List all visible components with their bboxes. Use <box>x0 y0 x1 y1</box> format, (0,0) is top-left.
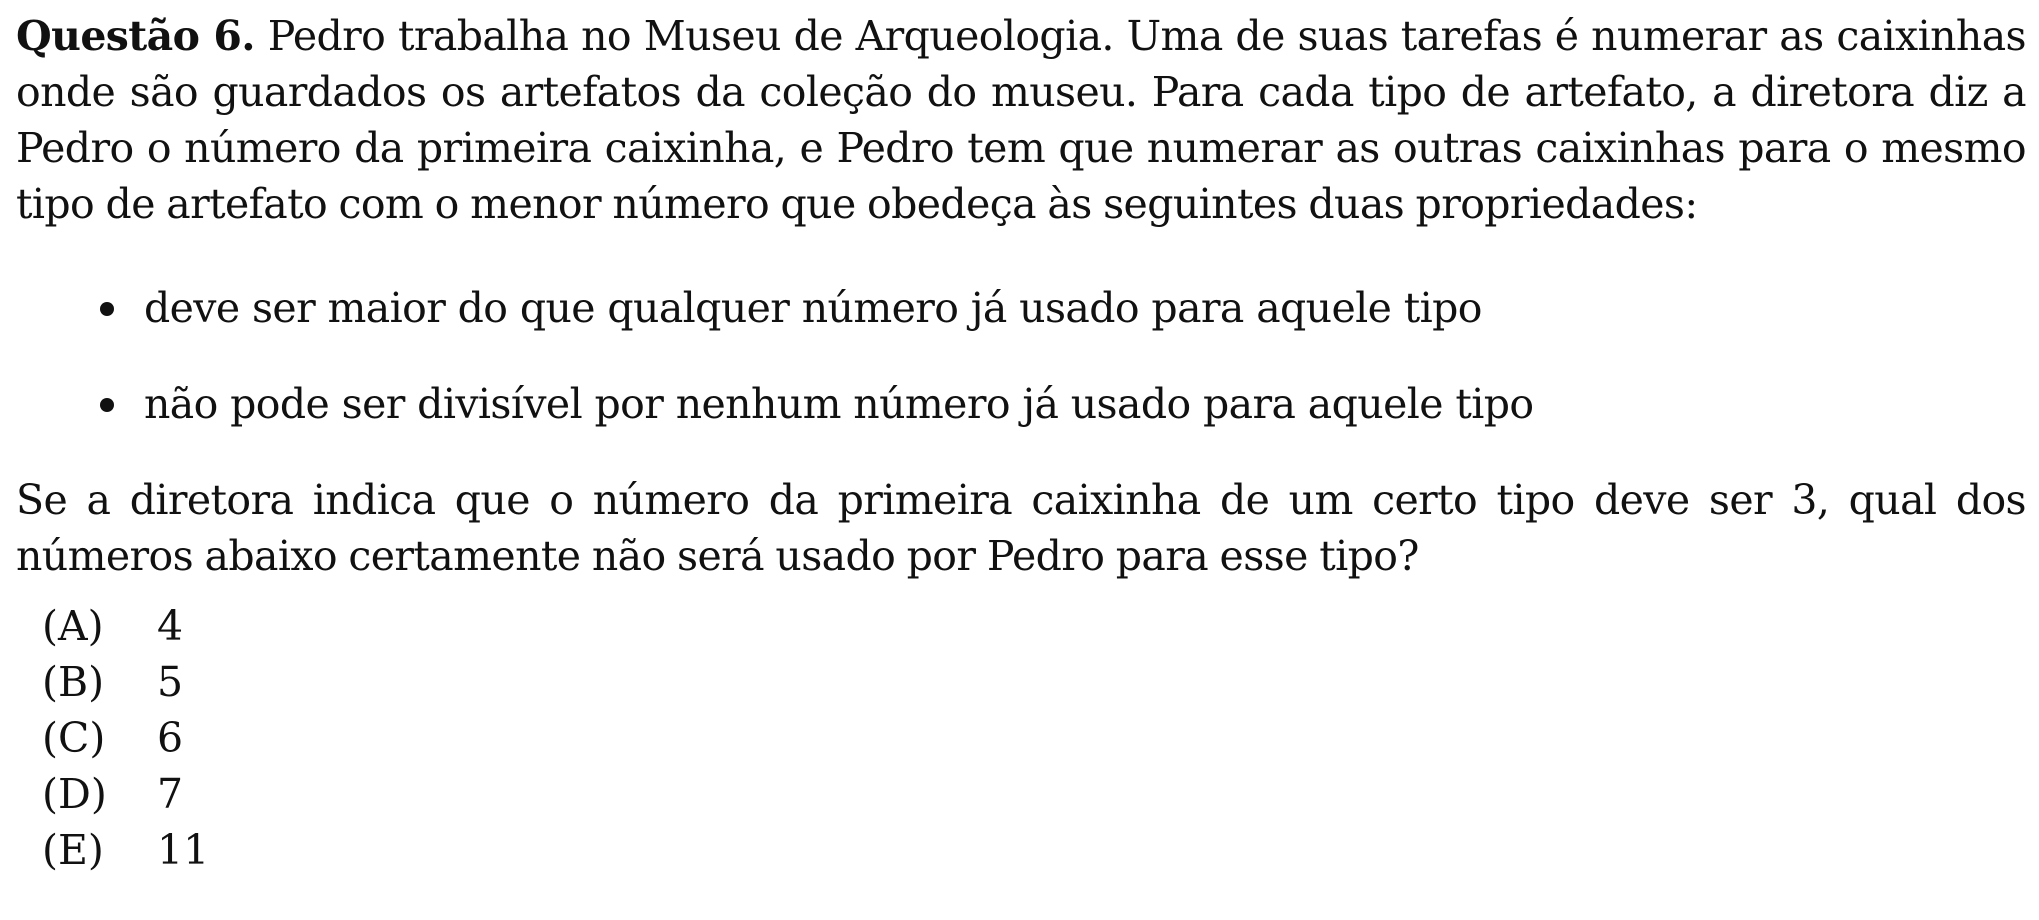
option-value: 4 <box>157 602 184 650</box>
option-letter: (A) <box>42 602 104 650</box>
option-letter: (E) <box>42 826 104 874</box>
question-prompt: Se a diretora indica que o número da primeira caixinha de um certo tipo deve ser 3, qual dos números abaixo certamente não será usado por Pedro para esse tipo? <box>16 476 2026 580</box>
answer-options <box>42 598 2026 878</box>
option-a <box>42 598 2026 654</box>
option-letter: (D) <box>42 770 107 818</box>
option-e <box>42 822 2026 878</box>
property-text: deve ser maior do que qualquer número já usado para aquele tipo <box>144 284 1482 332</box>
bullet-icon <box>100 398 114 412</box>
option-value: 5 <box>157 658 184 706</box>
question-intro-paragraph <box>16 8 2026 232</box>
property-text: não pode ser divisível por nenhum número já usado para aquele tipo <box>144 380 1534 428</box>
question-label: Questão 6. <box>16 12 255 60</box>
properties-list <box>16 280 2026 432</box>
question-block <box>16 8 2026 878</box>
option-value: 7 <box>157 770 184 818</box>
bullet-icon <box>100 302 114 316</box>
option-b <box>42 654 2026 710</box>
option-value: 11 <box>157 826 210 874</box>
property-item <box>84 280 2026 336</box>
option-c <box>42 710 2026 766</box>
question-intro-text: Pedro trabalha no Museu de Arqueologia. Uma de suas tarefas é numerar as caixinhas onde são guardados os artefatos da coleção do museu. Para cada tipo de artefato, a diretora diz a Pedro o número da primeira caixinha, e Pedro tem que numerar as outras caixinhas para o mesmo tipo de artefato com o menor número que obedeça às seguintes duas propriedades: <box>16 12 2026 228</box>
option-letter: (B) <box>42 658 105 706</box>
property-item <box>84 376 2026 432</box>
option-letter: (C) <box>42 714 106 762</box>
option-value: 6 <box>157 714 184 762</box>
option-d <box>42 766 2026 822</box>
